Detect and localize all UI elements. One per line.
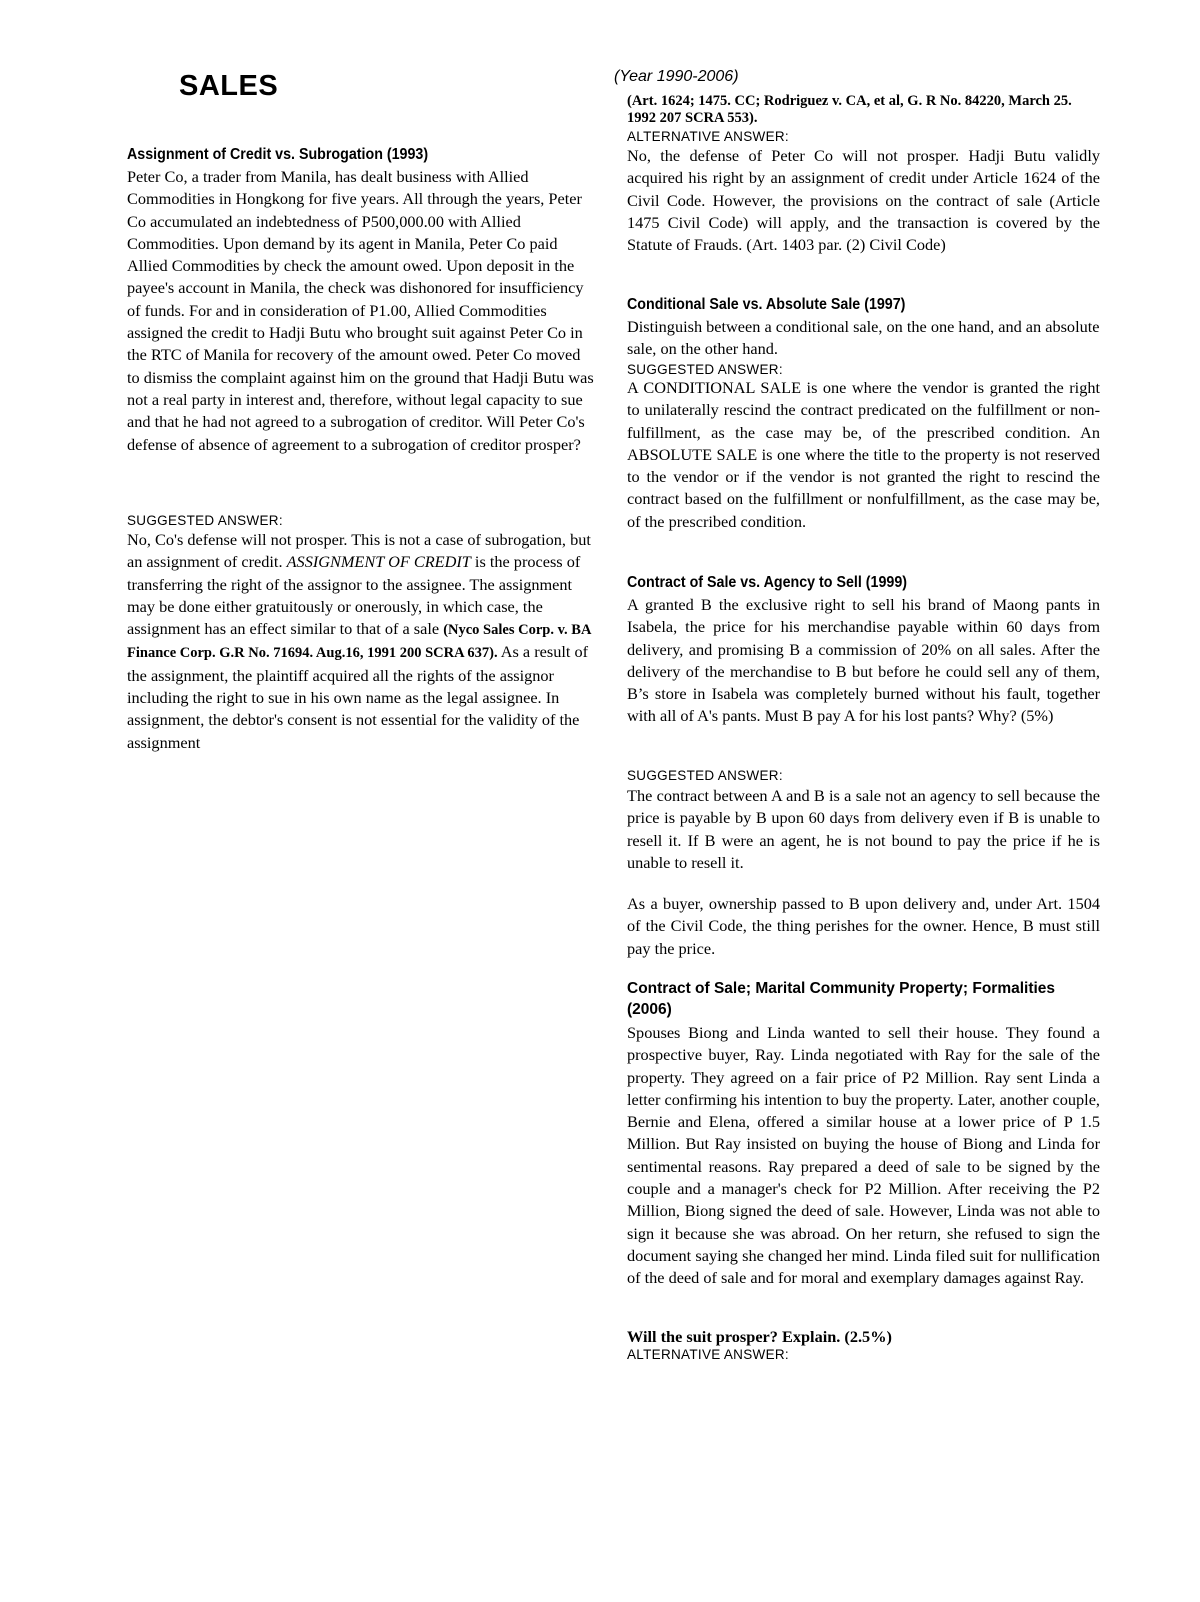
document-title: SALES — [179, 70, 279, 102]
answer-part-1: No, Co's defense will not prosper. This is not a case of subrogation, but an assignment of credit. — [127, 530, 591, 572]
answer-emphasis-term: ASSIGNMENT OF CREDIT — [286, 552, 471, 572]
answer-part-3: As a result of the assignment, the plaintiff acquired all the rights of the assignor including the right to sue in his own name as the legal assignee. In assignment, the debtor's consent is not essential for the validity of the assignment — [127, 642, 589, 752]
question-prompt-bold: Will the suit prosper? Explain. (2.5%) — [627, 1327, 892, 1346]
year-range: (Year 1990-2006) — [614, 68, 739, 85]
alternative-answer-label: ALTERNATIVE ANSWER: — [627, 1347, 789, 1362]
question-text-agency-to-sell: A granted B the exclusive right to sell his brand of Maong pants in Isabela, the price for his merchandise payable within 60 days from delivery, and promising B a commission of 20% on all sales. After the delivery of the merchandise to B but before he could sell any of them, B’s store in Isabela was completely burned without his fault, together with all of A's pants. Must B pay A for his lost pants? Why? (5%) — [627, 595, 1100, 726]
section-heading-agency-to-sell: Contract of Sale vs. Agency to Sell (1999) — [627, 574, 908, 591]
answer-citation: (Nyco Sales Corp. v. BA Finance Corp. G.R No. 71694. Aug.16, 1991 200 SCRA 637). — [127, 622, 591, 662]
answer-text-conditional-sale: A CONDITIONAL SALE is one where the vendor is granted the right to unilaterally rescind the contract predicated on the fulfillment or non-fulfillment, as the case may be, of the prescribed condition. An ABSOLUTE SALE is one where the title to the property is not reserved to the vendor or if the vendor is not granted the right to rescind the contract based on the fulfillment or nonfulfillment, as the case may be, of the prescribed condition. — [627, 378, 1100, 531]
suggested-answer-label: SUGGESTED ANSWER: — [127, 513, 283, 528]
answer-text-agency-to-sell-p1: The contract between A and B is a sale not an agency to sell because the price is payable by B upon 60 days from delivery even if B is unable to resell it. If B were an agent, he is not bound to pay the price if he is unable to resell it. — [627, 786, 1100, 872]
section-heading-assignment-of-credit: Assignment of Credit vs. Subrogation (1993) — [127, 146, 429, 163]
question-text-conditional-sale: Distinguish between a conditional sale, on the one hand, and an absolute sale, on the other hand. — [627, 317, 1100, 359]
suggested-answer-label: SUGGESTED ANSWER: — [627, 768, 783, 783]
alternative-answer-label: ALTERNATIVE ANSWER: — [627, 129, 789, 144]
answer-text-assignment-of-credit — [127, 529, 597, 754]
question-text-assignment-of-credit: Peter Co, a trader from Manila, has dealt business with Allied Commodities in Hongkong for five years. All through the years, Peter Co accumulated an indebtedness of P500,000.00 with Allied Commodities. Upon demand by its agent in Manila, Peter Co paid Allied Commodities by check the amount owed. Upon deposit in the payee's account in Manila, the check was dishonored for insufficiency of funds. For and in consideration of P1.00, Allied Commodities assigned the credit to Hadji Butu who brought suit against Peter Co in the RTC of Manila for recovery of the amount owed. Peter Co moved to dismiss the complaint against him on the ground that Hadji Butu was not a real party in interest and, therefore, without legal capacity to sue and that he had not agreed to a subrogation of creditor. Will Peter Co's defense of absence of agreement to a subrogation of creditor prosper? — [127, 167, 594, 454]
continued-citation: (Art. 1624; 1475. CC; Rodriguez v. CA, et al, G. R No. 84220, March 25. 1992 207 SCRA 553). — [627, 93, 1072, 126]
section-heading-marital-property: Contract of Sale; Marital Community Property; Formalities (2006) — [627, 980, 1056, 1018]
question-text-marital-property: Spouses Biong and Linda wanted to sell their house. They found a prospective buyer, Ray. Linda negotiated with Ray for the sale of the property. They agreed on a fair price of P2 Million. Ray sent Linda a letter confirming his intention to buy the property. Later, another couple, Bernie and Elena, offered a similar house at a lower price of P 1.5 Million. But Ray insisted on buying the house of Biong and Linda for sentimental reasons. Ray prepared a deed of sale to be signed by the couple and a manager's check for P2 Million. After receiving the P2 Million, Biong signed the deed of sale. However, Linda was not able to sign it because she was abroad. On her return, she refused to sign the document saying she changed her mind. Linda filed suit for nullification of the deed of sale and for moral and exemplary damages against Ray. — [627, 1023, 1100, 1288]
suggested-answer-label: SUGGESTED ANSWER: — [627, 362, 783, 377]
answer-part-2: is the process of transferring the right of the assignor to the assignee. The assignment may be done either gratuitously or onerously, in which case, the assignment has an effect similar to that of a sale — [127, 552, 581, 639]
answer-text-agency-to-sell-p2: As a buyer, ownership passed to B upon delivery and, under Art. 1504 of the Civil Code, the thing perishes for the owner. Hence, B must still pay the price. — [627, 894, 1100, 958]
section-heading-conditional-sale: Conditional Sale vs. Absolute Sale (1997) — [627, 296, 906, 313]
alternative-answer-text: No, the defense of Peter Co will not prosper. Hadji Butu validly acquired his right by an assignment of credit under Article 1624 of the Civil Code. However, the provisions on the contract of sale (Article 1475 Civil Code) will apply, and the transaction is covered by the Statute of Frauds. (Art. 1403 par. (2) Civil Code) — [627, 146, 1100, 255]
